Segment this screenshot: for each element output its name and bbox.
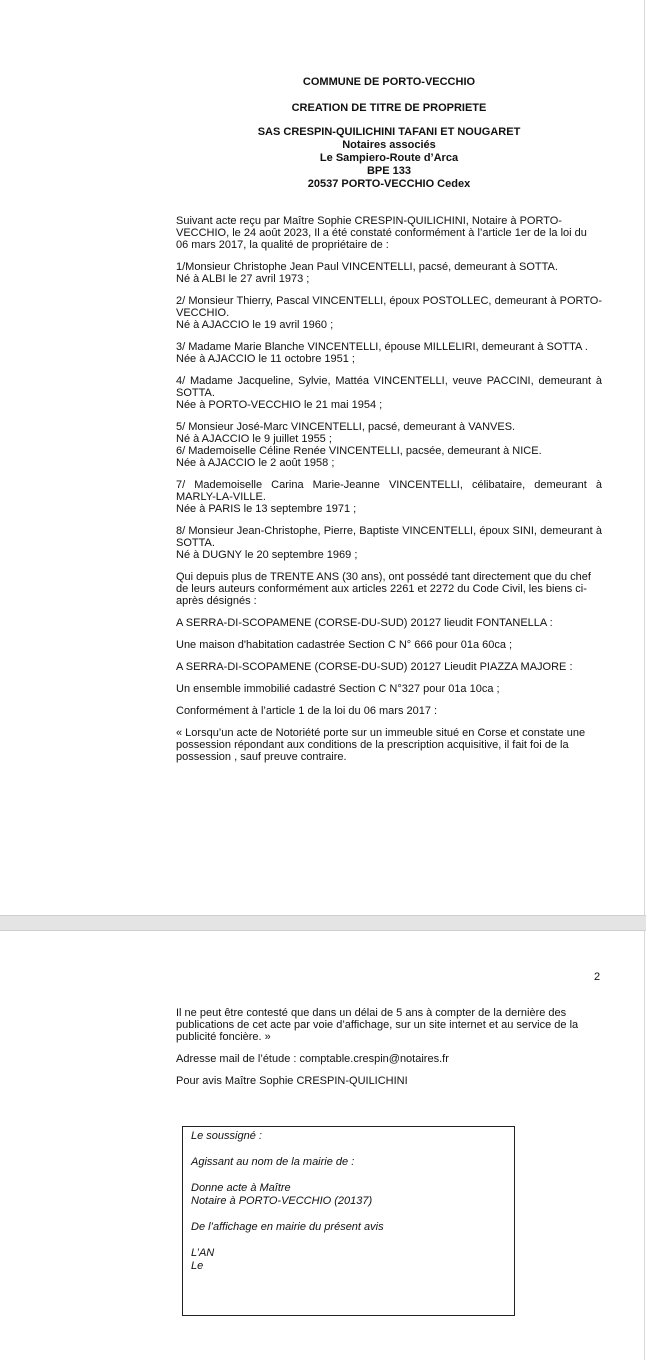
email-line: Adresse mail de l’étude : comptable.crespin@notaires.fr bbox=[176, 1053, 449, 1065]
firm-address-line-3: 20537 PORTO-VECCHIO Cedex bbox=[307, 178, 471, 190]
box-undersigned: Le soussigné : bbox=[191, 1130, 262, 1142]
firm-subtitle: Notaires associés bbox=[342, 139, 436, 151]
owner-line: 4/ Madame Jacqueline, Sylvie, Mattéa VINCENTELLI, veuve PACCINI, demeurant à SOTTA. bbox=[176, 375, 602, 399]
notice-signature: Pour avis Maître Sophie CRESPIN-QUILICHINI bbox=[176, 1075, 408, 1087]
owner-line: 7/ Mademoiselle Carina Marie-Jeanne VINCENTELLI, célibataire, demeurant à MARLY-LA-VILLE. bbox=[176, 479, 602, 503]
owner-line: 2/ Monsieur Thierry, Pascal VINCENTELLI, époux POSTOLLEC, demeurant à PORTO-VECCHIO. bbox=[176, 295, 602, 319]
law-quote-end: Il ne peut être contesté que dans un délai de 5 ans à compter de la dernière des publications de cet acte par voie d’affichage, sur un site internet et au service de la publicité foncière. » bbox=[176, 1007, 579, 1043]
owner-line: 1/Monsieur Christophe Jean Paul VINCENTELLI, pacsé, demeurant à SOTTA. bbox=[176, 261, 558, 273]
box-year-line: L’AN bbox=[191, 1247, 215, 1259]
owner-entry bbox=[176, 261, 602, 285]
page-2-body bbox=[176, 1007, 602, 1097]
firm-address-line-2: BPE 133 bbox=[366, 165, 412, 177]
property-description-2: Un ensemble immobilié cadastré Section C N°327 pour 01a 10ca ; bbox=[176, 683, 500, 695]
page-1-body bbox=[176, 215, 602, 773]
commune-heading: COMMUNE DE PORTO-VECCHIO bbox=[302, 76, 476, 88]
owner-entry bbox=[176, 525, 602, 561]
box-day-line: Le bbox=[191, 1260, 204, 1272]
box-notary-line: Notaire à PORTO-VECCHIO (20137) bbox=[191, 1195, 373, 1207]
firm-address-line-1: Le Sampiero-Route d’Arca bbox=[319, 152, 459, 164]
box-acting-for: Agissant au nom de la mairie de : bbox=[191, 1156, 355, 1168]
law-quote-start: « Lorsqu’un acte de Notoriété porte sur un immeuble situé en Corse et constate une possession répondant aux conditions de la prescription acquisitive, il fait foi de la possession , sauf preuve contraire. bbox=[176, 727, 586, 763]
box-acknowledge-line: Donne acte à Maître bbox=[191, 1182, 291, 1194]
owner-entry bbox=[176, 295, 602, 331]
box-acknowledge bbox=[191, 1182, 506, 1208]
box-posting: De l’affichage en mairie du présent avis bbox=[191, 1221, 384, 1233]
box-date bbox=[191, 1247, 506, 1273]
firm-name: SAS CRESPIN-QUILICHINI TAFANI ET NOUGARET bbox=[257, 126, 521, 138]
property-location-1: A SERRA-DI-SCOPAMENE (CORSE-DU-SUD) 20127 lieudit FONTANELLA : bbox=[176, 617, 553, 629]
owner-entry bbox=[176, 479, 602, 515]
owner-line: 8/ Monsieur Jean-Christophe, Pierre, Baptiste VINCENTELLI, époux SINI, demeurant à SOTTA. bbox=[176, 525, 602, 549]
owner-line: 5/ Monsieur José-Marc VINCENTELLI, pacsé, demeurant à VANVES. bbox=[176, 421, 516, 433]
page-number: 2 bbox=[594, 971, 601, 983]
page-separator bbox=[0, 915, 646, 931]
law-reference: Conformément à l’article 1 de la loi du 06 mars 2017 : bbox=[176, 705, 438, 717]
owner-birth: Née à AJACCIO le 2 août 1958 ; bbox=[176, 457, 335, 469]
owner-birth: Né à AJACCIO le 19 avril 1960 ; bbox=[176, 319, 334, 331]
owner-birth: Née à PORTO-VECCHIO le 21 mai 1954 ; bbox=[176, 399, 383, 411]
property-location-2: A SERRA-DI-SCOPAMENE (CORSE-DU-SUD) 20127 Lieudit PIAZZA MAJORE : bbox=[176, 661, 573, 673]
owner-line: 3/ Madame Marie Blanche VINCENTELLI, épouse MILLELIRI, demeurant à SOTTA . bbox=[176, 341, 588, 353]
property-description-1: Une maison d'habitation cadastrée Section C N° 666 pour 01a 60ca ; bbox=[176, 639, 513, 651]
intro-paragraph: Suivant acte reçu par Maître Sophie CRESPIN-QUILICHINI, Notaire à PORTO-VECCHIO, le 24 août 2023, Il a été constaté conformément à l’article 1er de la loi du 06 mars 2017, la qualité de propriétaire de : bbox=[176, 215, 587, 251]
possession-paragraph: Qui depuis plus de TRENTE ANS (30 ans), ont possédé tant directement que du chef de leurs auteurs conformément aux articles 2261 et 2272 du Code Civil, les biens ci-après désignés : bbox=[176, 571, 591, 607]
owner-entry bbox=[176, 375, 602, 411]
mayor-acknowledgement-box bbox=[182, 1126, 515, 1316]
owner-birth: Née à AJACCIO le 11 octobre 1951 ; bbox=[176, 353, 355, 365]
owner-birth: Née à PARIS le 13 septembre 1971 ; bbox=[176, 503, 357, 515]
owner-entry bbox=[176, 421, 602, 469]
document-title: CREATION DE TITRE DE PROPRIETE bbox=[291, 102, 487, 114]
owner-birth: Né à ALBI le 27 avril 1973 ; bbox=[176, 273, 310, 285]
owner-entry bbox=[176, 341, 602, 365]
document-page-2 bbox=[0, 931, 645, 1360]
owner-birth: Né à DUGNY le 20 septembre 1969 ; bbox=[176, 549, 358, 561]
owner-birth: Né à AJACCIO le 9 juillet 1955 ; bbox=[176, 433, 332, 445]
owner-line: 6/ Mademoiselle Céline Renée VINCENTELLI, pacsée, demeurant à NICE. bbox=[176, 445, 542, 457]
